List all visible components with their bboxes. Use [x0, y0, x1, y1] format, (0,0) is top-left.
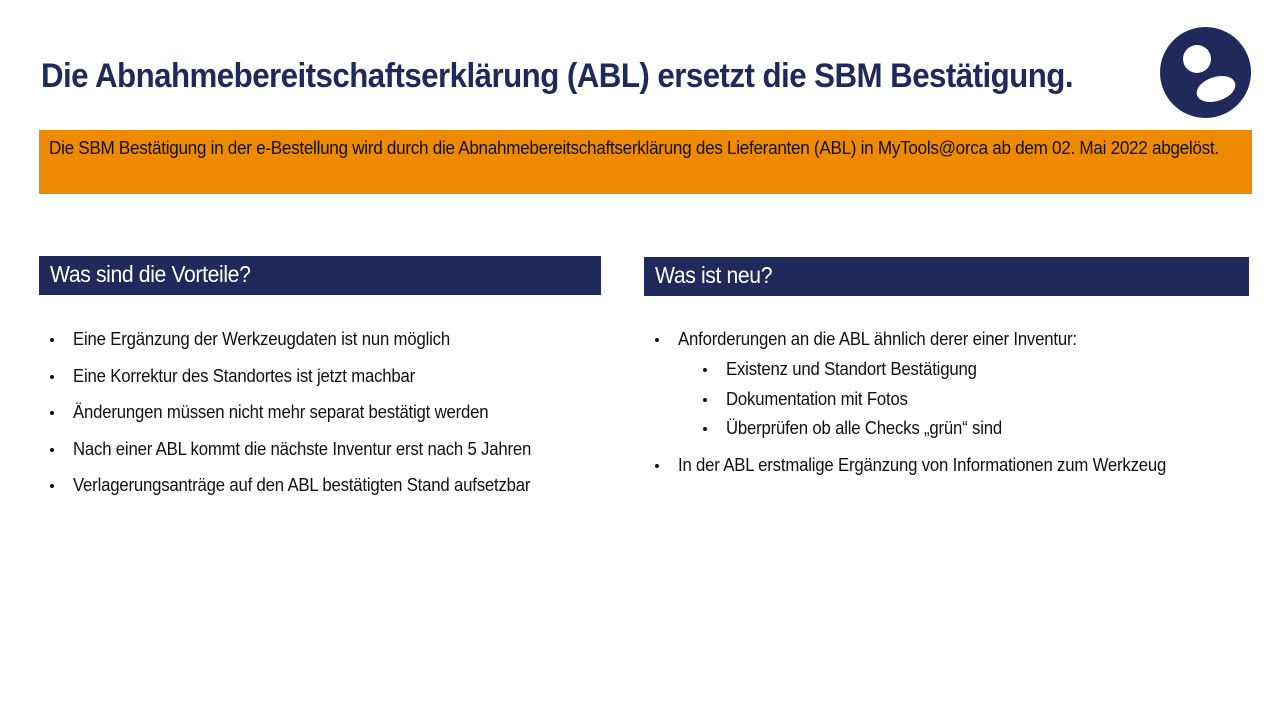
advantages-list	[73, 324, 566, 507]
list-item-text: Eine Korrektur des Standortes ist jetzt machbar	[73, 365, 416, 386]
bullet-icon	[50, 484, 54, 488]
sub-list-item-text: Überprüfen ob alle Checks „grün“ sind	[726, 418, 1002, 438]
list-item	[73, 470, 566, 507]
bullet-icon	[703, 398, 707, 402]
bullet-icon	[50, 375, 54, 379]
sub-list-item	[726, 384, 1203, 414]
list-item	[73, 324, 566, 361]
announcement-text: Die SBM Bestätigung in der e-Bestellung wird durch die Abnahmebereitschaftserklärung des Lieferanten (ABL) in MyTools@orca ab dem 02. Mai 2022 abgelöst.	[49, 138, 1219, 158]
bullet-icon	[703, 368, 707, 372]
sub-list-item-text: Dokumentation mit Fotos	[726, 388, 908, 409]
whats-new-header	[644, 257, 1249, 296]
list-item-text: Verlagerungsanträge auf den ABL bestätigten Stand aufsetzbar	[73, 475, 531, 495]
whats-new-header-label: Was ist neu?	[655, 262, 773, 288]
sub-list-item	[726, 413, 1203, 443]
list-item	[73, 434, 566, 471]
list-item	[678, 450, 1203, 480]
whats-new-list	[678, 324, 1203, 480]
bullet-icon	[50, 448, 54, 452]
advantages-header	[39, 256, 601, 295]
slide-title: Die Abnahmebereitschaftserklärung (ABL) ersetzt die SBM Bestätigung.	[41, 57, 1073, 95]
bullet-icon	[655, 338, 659, 342]
list-item	[73, 397, 566, 434]
list-item-text: Anforderungen an die ABL ähnlich derer einer Inventur:	[678, 329, 1077, 349]
bullet-icon	[50, 338, 54, 342]
list-item-text: Nach einer ABL kommt die nächste Inventur erst nach 5 Jahren	[73, 438, 532, 459]
advantages-header-label: Was sind die Vorteile?	[50, 261, 251, 287]
list-item	[73, 361, 566, 398]
list-item	[678, 324, 1203, 354]
sub-list-item	[726, 354, 1203, 384]
bullet-icon	[655, 464, 659, 468]
bullet-icon	[703, 427, 707, 431]
list-item-text: Eine Ergänzung der Werkzeugdaten ist nun möglich	[73, 329, 450, 349]
list-item-text: In der ABL erstmalige Ergänzung von Informationen zum Werkzeug	[678, 454, 1167, 475]
company-logo-icon	[1160, 27, 1251, 118]
sub-list-item-text: Existenz und Standort Bestätigung	[726, 359, 977, 379]
list-item-text: Änderungen müssen nicht mehr separat bestätigt werden	[73, 402, 489, 422]
announcement-banner	[39, 130, 1252, 194]
bullet-icon	[50, 411, 54, 415]
